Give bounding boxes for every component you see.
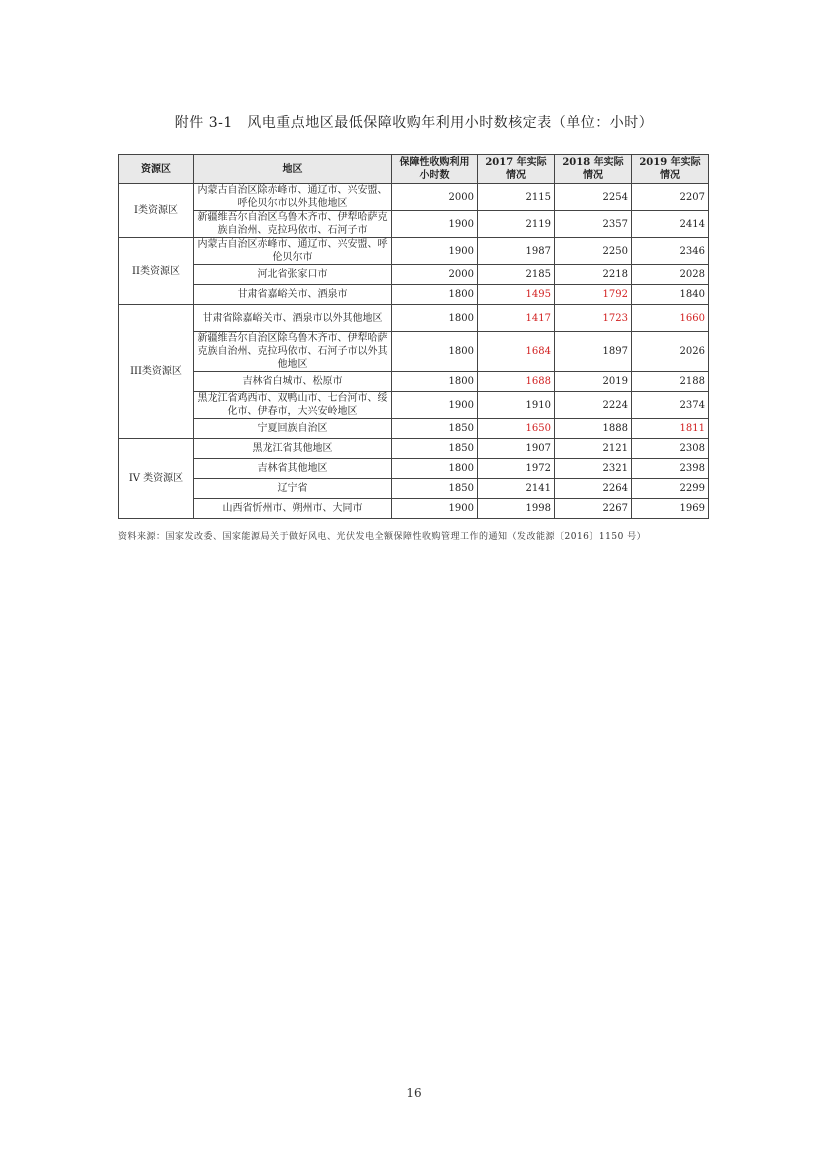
guaranteed-hours-cell: 1850 [392,439,478,459]
actual-hours-cell-2017: 1987 [478,238,555,265]
actual-hours-cell-2018: 2254 [555,184,632,211]
actual-hours-cell-2017: 1495 [478,285,555,305]
actual-hours-cell-2018: 2264 [555,479,632,499]
zone-cell: I类资源区 [119,184,194,238]
region-cell: 河北省张家口市 [194,265,392,285]
actual-hours-cell-2017: 2185 [478,265,555,285]
header-2019: 2019 年实际情况 [632,155,709,184]
region-cell: 吉林省白城市、松原市 [194,372,392,392]
region-cell: 辽宁省 [194,479,392,499]
region-cell: 甘肃省除嘉峪关市、酒泉市以外其他地区 [194,305,392,332]
guaranteed-hours-cell: 1900 [392,499,478,519]
actual-hours-cell-2018: 1723 [555,305,632,332]
region-cell: 山西省忻州市、朔州市、大同市 [194,499,392,519]
actual-hours-cell-2018: 2218 [555,265,632,285]
actual-hours-cell-2018: 2357 [555,211,632,238]
table-row [119,332,709,372]
table-row [119,439,709,459]
actual-hours-cell-2019: 2299 [632,479,709,499]
table-title: 附件 3-1 风电重点地区最低保障收购年利用小时数核定表（单位：小时） [174,115,654,131]
region-cell: 甘肃省嘉峪关市、酒泉市 [194,285,392,305]
table-row [119,459,709,479]
guaranteed-hours-cell: 1850 [392,479,478,499]
region-cell: 内蒙古自治区赤峰市、通辽市、兴安盟、呼伦贝尔市 [194,238,392,265]
actual-hours-cell-2017: 2141 [478,479,555,499]
guaranteed-hours-cell: 1850 [392,419,478,439]
header-2018: 2018 年实际情况 [555,155,632,184]
guaranteed-hours-cell: 1800 [392,305,478,332]
guaranteed-hours-cell: 1800 [392,332,478,372]
actual-hours-cell-2018: 2019 [555,372,632,392]
actual-hours-cell-2019: 2346 [632,238,709,265]
actual-hours-cell-2018: 1888 [555,419,632,439]
region-cell: 吉林省其他地区 [194,459,392,479]
actual-hours-cell-2018: 2224 [555,392,632,419]
header-zone: 资源区 [119,155,194,184]
guaranteed-hours-cell: 1900 [392,238,478,265]
table-row [119,211,709,238]
table-row [119,305,709,332]
actual-hours-cell-2018: 1792 [555,285,632,305]
region-cell: 新疆维吾尔自治区除乌鲁木齐市、伊犁哈萨克族自治州、克拉玛依市、石河子市以外其他地区 [194,332,392,372]
actual-hours-cell-2017: 1998 [478,499,555,519]
actual-hours-cell-2019: 2308 [632,439,709,459]
actual-hours-cell-2019: 2026 [632,332,709,372]
table-row [119,184,709,211]
zone-cell: IV 类资源区 [119,439,194,519]
table-row [119,238,709,265]
actual-hours-cell-2018: 2321 [555,459,632,479]
guaranteed-hours-cell: 2000 [392,265,478,285]
region-cell: 黑龙江省其他地区 [194,439,392,459]
guaranteed-hours-cell: 1800 [392,372,478,392]
table-row [119,372,709,392]
region-cell: 新疆维吾尔自治区乌鲁木齐市、伊犁哈萨克族自治州、克拉玛依市、石河子市 [194,211,392,238]
actual-hours-cell-2017: 1417 [478,305,555,332]
actual-hours-cell-2019: 2188 [632,372,709,392]
actual-hours-cell-2019: 1660 [632,305,709,332]
actual-hours-cell-2018: 2250 [555,238,632,265]
region-cell: 黑龙江省鸡西市、双鸭山市、七台河市、绥化市、伊春市，大兴安岭地区 [194,392,392,419]
actual-hours-cell-2017: 2115 [478,184,555,211]
guaranteed-hours-cell: 1800 [392,459,478,479]
actual-hours-cell-2017: 1972 [478,459,555,479]
wind-hours-table [118,154,709,519]
table-row [119,479,709,499]
zone-cell: III类资源区 [119,305,194,439]
table-row [119,419,709,439]
actual-hours-cell-2019: 2207 [632,184,709,211]
table-row [119,285,709,305]
actual-hours-cell-2017: 1650 [478,419,555,439]
actual-hours-cell-2019: 2374 [632,392,709,419]
zone-cell: II类资源区 [119,238,194,305]
table-row [119,265,709,285]
guaranteed-hours-cell: 1900 [392,211,478,238]
actual-hours-cell-2017: 1684 [478,332,555,372]
actual-hours-cell-2018: 2267 [555,499,632,519]
header-guaranteed: 保障性收购利用小时数 [392,155,478,184]
actual-hours-cell-2017: 1907 [478,439,555,459]
actual-hours-cell-2018: 2121 [555,439,632,459]
source-note: 资料来源：国家发改委、国家能源局关于做好风电、光伏发电全额保障性收购管理工作的通知（发改能源〔2016〕1150 号） [118,532,647,542]
table-row [119,499,709,519]
region-cell: 内蒙古自治区除赤峰市、通辽市、兴安盟、呼伦贝尔市以外其他地区 [194,184,392,211]
actual-hours-cell-2019: 2414 [632,211,709,238]
page-number: 16 [406,1086,422,1100]
guaranteed-hours-cell: 2000 [392,184,478,211]
actual-hours-cell-2018: 1897 [555,332,632,372]
actual-hours-cell-2017: 1688 [478,372,555,392]
guaranteed-hours-cell: 1800 [392,285,478,305]
table-row [119,392,709,419]
actual-hours-cell-2019: 1840 [632,285,709,305]
header-region: 地区 [194,155,392,184]
actual-hours-cell-2017: 1910 [478,392,555,419]
actual-hours-cell-2017: 2119 [478,211,555,238]
header-2017: 2017 年实际情况 [478,155,555,184]
actual-hours-cell-2019: 2028 [632,265,709,285]
actual-hours-cell-2019: 1811 [632,419,709,439]
actual-hours-cell-2019: 1969 [632,499,709,519]
actual-hours-cell-2019: 2398 [632,459,709,479]
guaranteed-hours-cell: 1900 [392,392,478,419]
region-cell: 宁夏回族自治区 [194,419,392,439]
